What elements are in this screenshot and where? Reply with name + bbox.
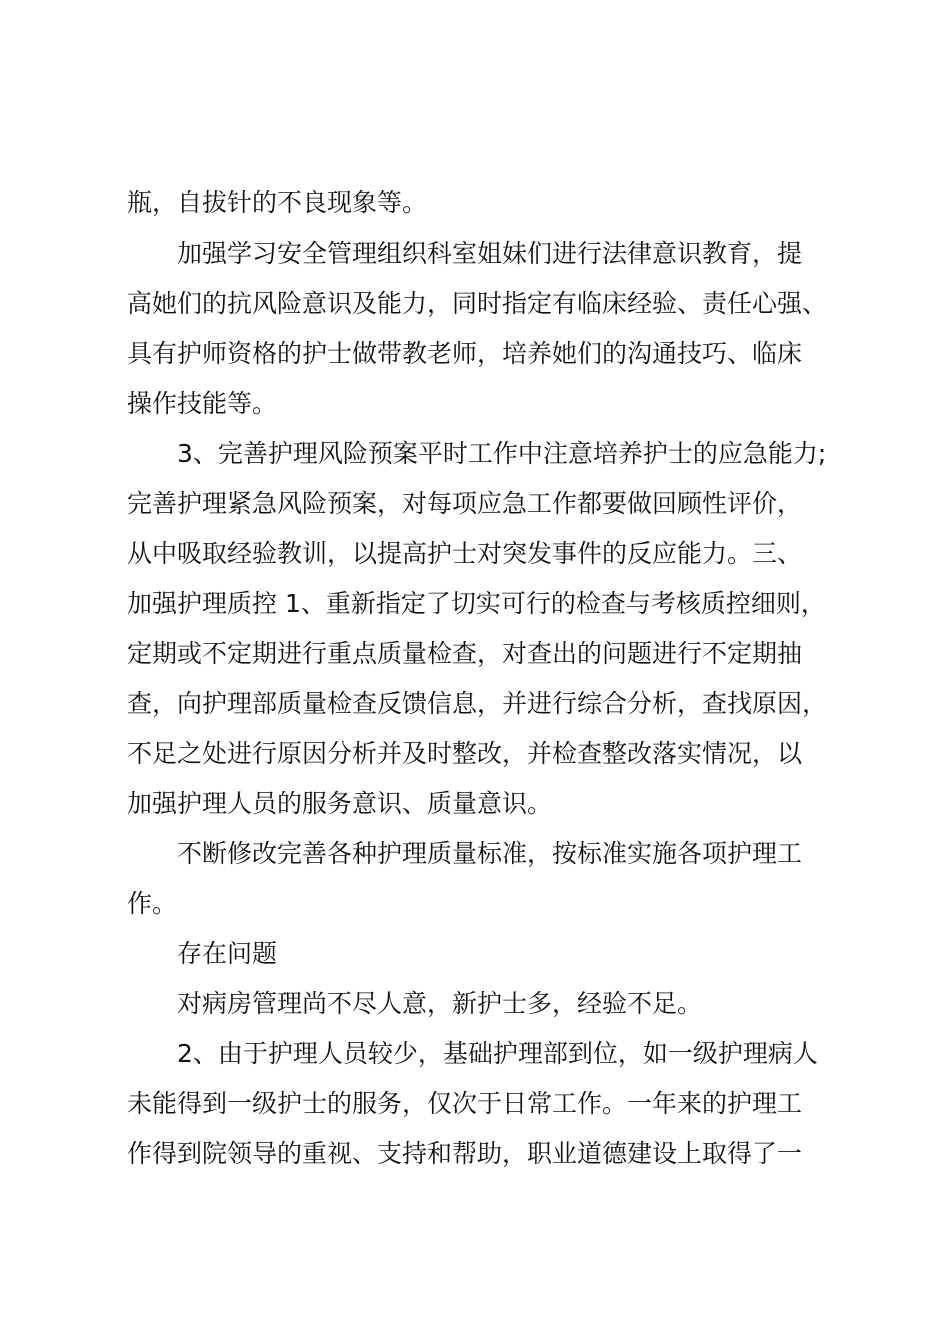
paragraph-start-line: 3、完善护理风险预案平时工作中注意培养护士的应急能力; bbox=[177, 439, 827, 468]
text-line: 加强护理质控 1、重新指定了切实可行的检查与考核质控细则， bbox=[127, 589, 826, 618]
text-line: 操作技能等。 bbox=[127, 389, 278, 418]
text-line: 从中吸取经验教训，以提高护士对突发事件的反应能力。三、 bbox=[127, 539, 803, 568]
text-line: 作得到院领导的重视、支持和帮助，职业道德建设上取得了一 bbox=[127, 1139, 803, 1168]
text-line: 完善护理紧急风险预案，对每项应急工作都要做回顾性评价， bbox=[127, 489, 803, 518]
text-line: 定期或不定期进行重点质量检查，对查出的问题进行不定期抽 bbox=[127, 639, 803, 668]
text-line: 不足之处进行原因分析并及时整改，并检查整改落实情况，以 bbox=[127, 739, 803, 768]
text-line: 高她们的抗风险意识及能力，同时指定有临床经验、责任心强、 bbox=[127, 289, 828, 318]
paragraph-start-line: 不断修改完善各种护理质量标准，按标准实施各项护理工 bbox=[177, 839, 803, 868]
section-heading: 存在问题 bbox=[177, 939, 278, 968]
text-line: 查，向护理部质量检查反馈信息，并进行综合分析，查找原因， bbox=[127, 689, 828, 718]
paragraph-start-line: 2、由于护理人员较少，基础护理部到位，如一级护理病人 bbox=[177, 1039, 818, 1068]
text-line: 具有护师资格的护士做带教老师，培养她们的沟通技巧、临床 bbox=[127, 339, 803, 368]
paragraph-start-line: 对病房管理尚不尽人意，新护士多，经验不足。 bbox=[177, 989, 703, 1018]
text-line: 作。 bbox=[127, 889, 178, 918]
text-line: 加强护理人员的服务意识、质量意识。 bbox=[127, 789, 553, 818]
paragraph-start-line: 加强学习安全管理组织科室姐妹们进行法律意识教育，提 bbox=[177, 239, 803, 268]
text-line: 瓶，自拔针的不良现象等。 bbox=[127, 188, 428, 217]
text-line: 未能得到一级护士的服务，仅次于日常工作。一年来的护理工 bbox=[127, 1089, 803, 1118]
